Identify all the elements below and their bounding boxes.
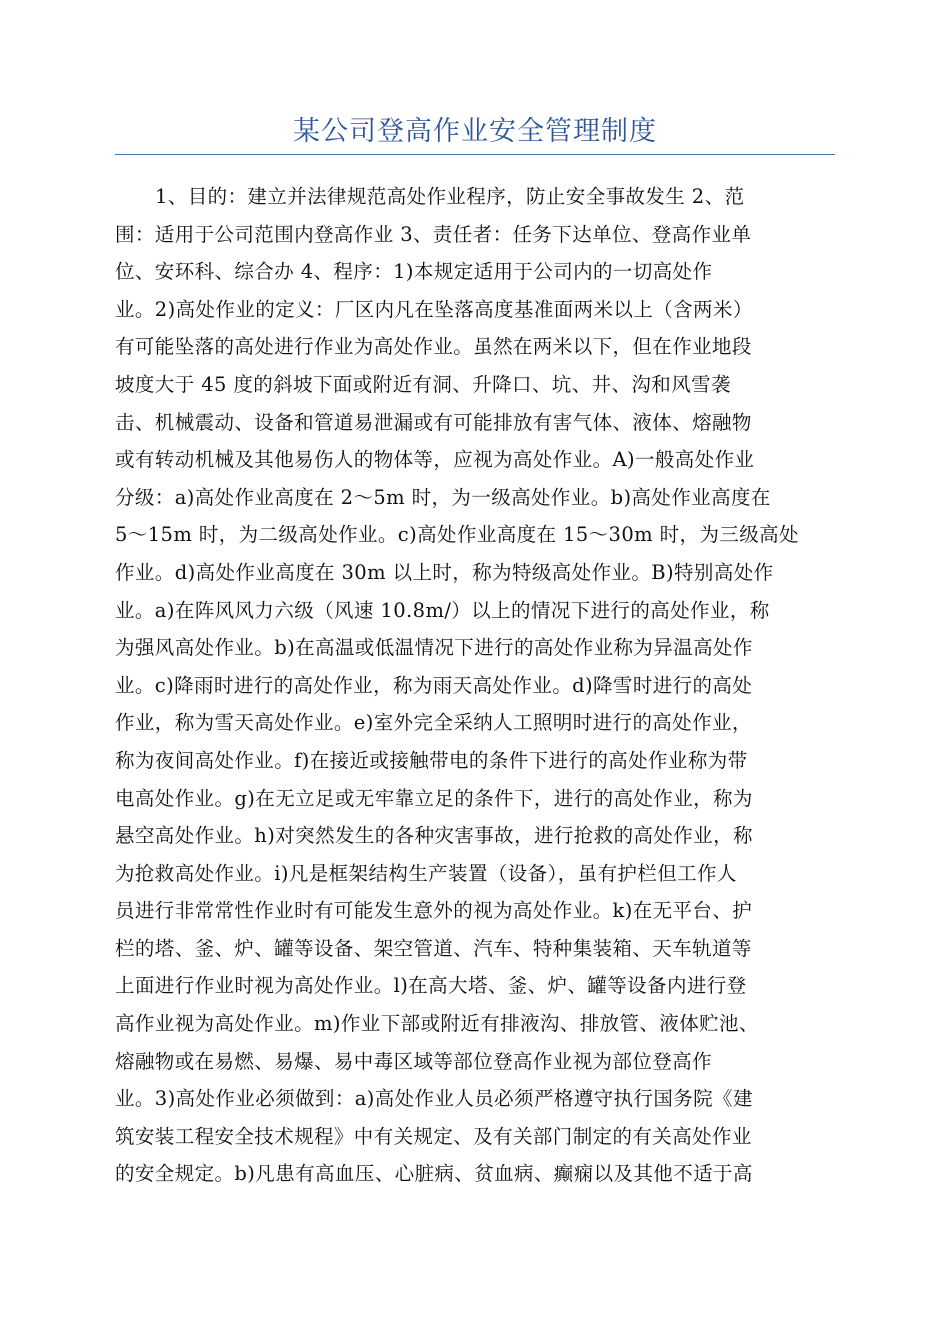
body-line: 称为夜间高处作业。f)在接近或接触带电的条件下进行的高处作业称为带 [115,748,748,772]
body-line: 围：适用于公司范围内登高作业 3、责任者：任务下达单位、登高作业单 [115,222,752,246]
body-line: 员进行非常常性作业时有可能发生意外的视为高处作业。k)在无平台、护 [115,899,753,923]
body-line: 有可能坠落的高处进行作业为高处作业。虽然在两米以下，但在作业地段 [115,335,752,359]
body-line: 电高处作业。g)在无立足或无牢靠立足的条件下，进行的高处作业，称为 [115,786,753,810]
body-line: 位、安环科、综合办 4、程序：1)本规定适用于公司内的一切高处作 [115,260,713,284]
body-line: 高作业视为高处作业。m)作业下部或附近有排液沟、排放管、液体贮池、 [115,1012,759,1036]
body-line: 栏的塔、釜、炉、罐等设备、架空管道、汽车、特种集装箱、天车轨道等 [115,936,752,960]
body-line: 业。3)高处作业必须做到：a)高处作业人员必须严格遵守执行国务院《建 [115,1087,753,1111]
body-line: 熔融物或在易燃、易爆、易中毒区域等部位登高作业视为部位登高作 [115,1049,713,1073]
body-line: 业。2)高处作业的定义：厂区内凡在坠落高度基准面两米以上（含两米） [115,297,753,321]
body-line: 业。a)在阵风风力六级（风速 10.8m/）以上的情况下进行的高处作业，称 [115,598,770,622]
body-line: 5～15m 时，为二级高处作业。c)高处作业高度在 15～30m 时，为三级高处 [115,523,799,547]
body-line: 1、目的：建立并法律规范高处作业程序，防止安全事故发生 2、范 [155,185,745,208]
document-body [115,178,837,1193]
body-line: 上面进行作业时视为高处作业。l)在高大塔、釜、炉、罐等设备内进行登 [115,974,747,998]
body-line: 作业。d)高处作业高度在 30m 以上时，称为特级高处作业。B)特别高处作 [115,560,774,584]
body-line: 作业，称为雪天高处作业。e)室外完全采纳人工照明时进行的高处作业， [115,711,752,735]
body-line: 坡度大于 45 度的斜坡下面或附近有洞、升降口、坑、井、沟和风雪袭 [115,372,731,396]
body-line: 为抢救高处作业。i)凡是框架结构生产装置（设备），虽有护栏但工作人 [115,861,737,885]
document-title: 某公司登高作业安全管理制度 [293,116,657,147]
body-line: 筑安装工程安全技术规程》中有关规定、及有关部门制定的有关高处作业 [115,1124,752,1148]
body-line: 为强风高处作业。b)在高温或低温情况下进行的高处作业称为异温高处作 [115,636,753,660]
body-line: 分级：a)高处作业高度在 2～5m 时，为一级高处作业。b)高处作业高度在 [115,485,771,509]
body-line: 或有转动机械及其他易伤人的物体等，应视为高处作业。A)一般高处作业 [115,448,755,472]
title-underline [115,154,835,155]
body-line: 击、机械震动、设备和管道易泄漏或有可能排放有害气体、液体、熔融物 [115,410,752,434]
body-line: 业。c)降雨时进行的高处作业，称为雨天高处作业。d)降雪时进行的高处 [115,673,753,697]
body-line: 的安全规定。b)凡患有高血压、心脏病、贫血病、癫痫以及其他不适于高 [115,1162,753,1186]
body-line: 悬空高处作业。h)对突然发生的各种灾害事故，进行抢救的高处作业，称 [115,824,753,848]
